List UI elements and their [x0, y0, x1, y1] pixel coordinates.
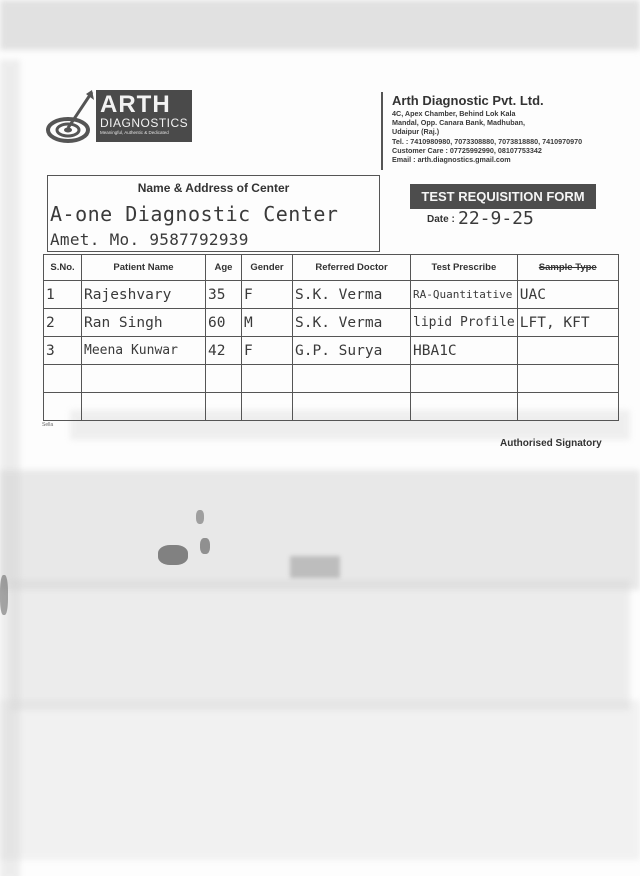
table-row [44, 337, 619, 365]
form-title: TEST REQUISITION FORM [410, 184, 596, 209]
table-cell: M [242, 309, 293, 337]
company-phone: Tel. : 7410980980, 7073308880, 7073818880, 7410970970 [392, 136, 583, 146]
company-address-line: Udaipur (Raj.) [392, 127, 440, 137]
column-header: Patient Name [82, 255, 206, 281]
scan-smudge [290, 556, 340, 578]
table-cell: 42 [206, 337, 242, 365]
table-cell: RA-Quantitative [411, 281, 518, 309]
table-cell [82, 393, 206, 421]
column-header: Test Prescribe [411, 255, 518, 281]
table-cell [517, 393, 618, 421]
company-email: Email : arth.diagnostics.gmail.com [392, 155, 511, 165]
table-cell: Meena Kunwar [82, 337, 206, 365]
table-cell [293, 393, 411, 421]
column-header: S.No. [44, 255, 82, 281]
logo-subbrand: DIAGNOSTICS [100, 116, 189, 130]
ink-blot [200, 538, 210, 554]
date-value: 22-9-25 [458, 208, 534, 229]
table-row [44, 365, 619, 393]
table-cell [82, 365, 206, 393]
column-header: Sample Type [517, 255, 618, 281]
company-logo [46, 88, 196, 146]
table-cell: UAC [517, 281, 618, 309]
table-cell: F [242, 281, 293, 309]
column-header: Referred Doctor [293, 255, 411, 281]
logo-tagline: Meaningful, Authentic & Dedicated [100, 130, 169, 135]
authorised-signatory: Authorised Signatory [500, 438, 602, 449]
table-cell: S.K. Verma [293, 309, 411, 337]
center-contact: Amet. Mo. 9587792939 [50, 230, 249, 249]
table-cell: S.K. Verma [293, 281, 411, 309]
table-cell [206, 365, 242, 393]
company-info [392, 93, 632, 164]
table-cell [517, 337, 618, 365]
table-cell: 2 [44, 309, 82, 337]
table-row [44, 309, 619, 337]
scan-smudge [10, 580, 630, 710]
ink-blot [196, 510, 204, 524]
center-name: A-one Diagnostic Center [50, 202, 339, 226]
table-cell: 35 [206, 281, 242, 309]
company-address-line: Mandal, Opp. Canara Bank, Madhuban, [392, 118, 525, 128]
table-cell: LFT, KFT [517, 309, 618, 337]
small-stamp-text: Sella [42, 422, 54, 428]
logo-wordmark [96, 90, 192, 142]
company-customer-care: Customer Care : 07725992990, 08107753342 [392, 145, 542, 155]
logo-brand: ARTH [100, 91, 171, 118]
table-cell: lipid Profile [411, 309, 518, 337]
table-cell: 3 [44, 337, 82, 365]
ink-blot [0, 575, 8, 615]
table-cell [411, 393, 518, 421]
company-name: Arth Diagnostic Pvt. Ltd. [392, 93, 544, 108]
table-row [44, 393, 619, 421]
scan-shadow-top [0, 0, 640, 50]
scan-smudge [0, 700, 640, 860]
target-arrow-icon [46, 88, 96, 146]
table-cell [517, 365, 618, 393]
table-row [44, 281, 619, 309]
date-label: Date : [427, 214, 455, 225]
table-cell [206, 393, 242, 421]
center-box-title: Name & Address of Center [137, 181, 290, 195]
table-cell: 1 [44, 281, 82, 309]
header-divider [381, 92, 383, 170]
company-address-line: 4C, Apex Chamber, Behind Lok Kala [392, 109, 516, 118]
table-cell [242, 393, 293, 421]
table-cell [242, 365, 293, 393]
table-cell: F [242, 337, 293, 365]
table-header-row [44, 255, 619, 281]
table-cell: 60 [206, 309, 242, 337]
center-details-box [47, 175, 380, 252]
table-cell [411, 365, 518, 393]
column-header: Age [206, 255, 242, 281]
ink-blot [158, 545, 188, 565]
table-cell: HBA1C [411, 337, 518, 365]
table-cell: Rajeshvary [82, 281, 206, 309]
table-cell [44, 365, 82, 393]
table-cell [293, 365, 411, 393]
patient-table [43, 254, 619, 421]
table-cell [44, 393, 82, 421]
table-cell: Ran Singh [82, 309, 206, 337]
table-cell: G.P. Surya [293, 337, 411, 365]
column-header: Gender [242, 255, 293, 281]
